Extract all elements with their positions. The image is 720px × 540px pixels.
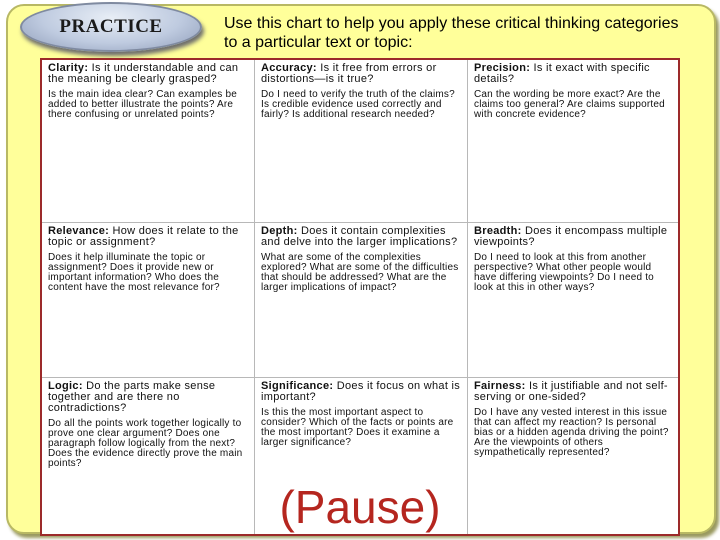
cell-question: Is it exact with specific details?: [474, 62, 650, 85]
cell-question: Is it free from errors or distortions—is it true?: [261, 62, 437, 85]
cell-detail: Can the wording be more exact? Are the claims too general? Are claims supported with concrete evidence?: [474, 89, 665, 120]
cell-clarity: [42, 60, 255, 223]
cell-question: Does it focus on what is important?: [261, 380, 461, 403]
cell-term: Fairness:: [474, 380, 526, 392]
cell-relevance: [42, 223, 255, 378]
pause-label: (Pause): [279, 481, 441, 533]
practice-label: PRACTICE: [59, 16, 163, 37]
cell-question: Does it encompass multiple viewpoints?: [474, 225, 668, 248]
cell-question: Is it justifiable and not self-serving or one-sided?: [474, 380, 668, 403]
cell-detail: Is this the most important aspect to consider? Which of the facts or points are the most important? Does it examine a larger significance?: [261, 407, 454, 448]
critical-thinking-chart: [40, 58, 680, 536]
practice-badge: [20, 2, 202, 52]
instruction-text: Use this chart to help you apply these critical thinking categories to a particular text or topic:: [224, 15, 679, 51]
cell-detail: Do I have any vested interest in this issue that can affect my reaction? Is personal bias or a hidden agenda driving the point? Are the viewpoints of others sympathetically represented?: [474, 407, 669, 458]
cell-detail: Do I need to look at this from another perspective? What other people would have differing viewpoints? Do I need to look at this in other ways?: [474, 252, 654, 293]
cell-term: Breadth:: [474, 225, 522, 237]
cell-detail: Do I need to verify the truth of the claims? Is credible evidence used correctly and fairly? Is additional research needed?: [261, 89, 455, 120]
cell-term: Depth:: [261, 225, 298, 237]
cell-term: Accuracy:: [261, 62, 317, 74]
cell-term: Precision:: [474, 62, 531, 74]
cell-precision: [468, 60, 678, 223]
cell-accuracy: [255, 60, 468, 223]
cell-detail: What are some of the complexities explored? What are some of the difficulties that should be addressed? What are the larger implications of impact?: [261, 252, 459, 293]
cell-question: Does it contain complexities and delve into the larger implications?: [261, 225, 458, 248]
cell-logic: [42, 378, 255, 534]
cell-detail: Do all the points work together logically to prove one clear argument? Does one paragraph follow logically from the next? Does the evidence directly prove the main points?: [48, 418, 243, 469]
cell-term: Relevance:: [48, 225, 110, 237]
cell-question: Is it understandable and can the meaning be clearly grasped?: [48, 62, 239, 85]
cell-depth: [255, 223, 468, 378]
chart-grid: [42, 60, 678, 534]
cell-question: How does it relate to the topic or assignment?: [48, 225, 239, 248]
cell-breadth: [468, 223, 678, 378]
cell-detail: Is the main idea clear? Can examples be added to better illustrate the points? Are there confusing or unrelated points?: [48, 89, 238, 120]
cell-fairness: [468, 378, 678, 534]
cell-detail: Does it help illuminate the topic or assignment? Does it provide new or important information? Who does the content have the most relevance for?: [48, 252, 220, 293]
cell-term: Significance:: [261, 380, 334, 392]
cell-term: Logic:: [48, 380, 83, 392]
cell-question: Do the parts make sense together and are there no contradictions?: [48, 380, 216, 414]
cell-term: Clarity:: [48, 62, 89, 74]
